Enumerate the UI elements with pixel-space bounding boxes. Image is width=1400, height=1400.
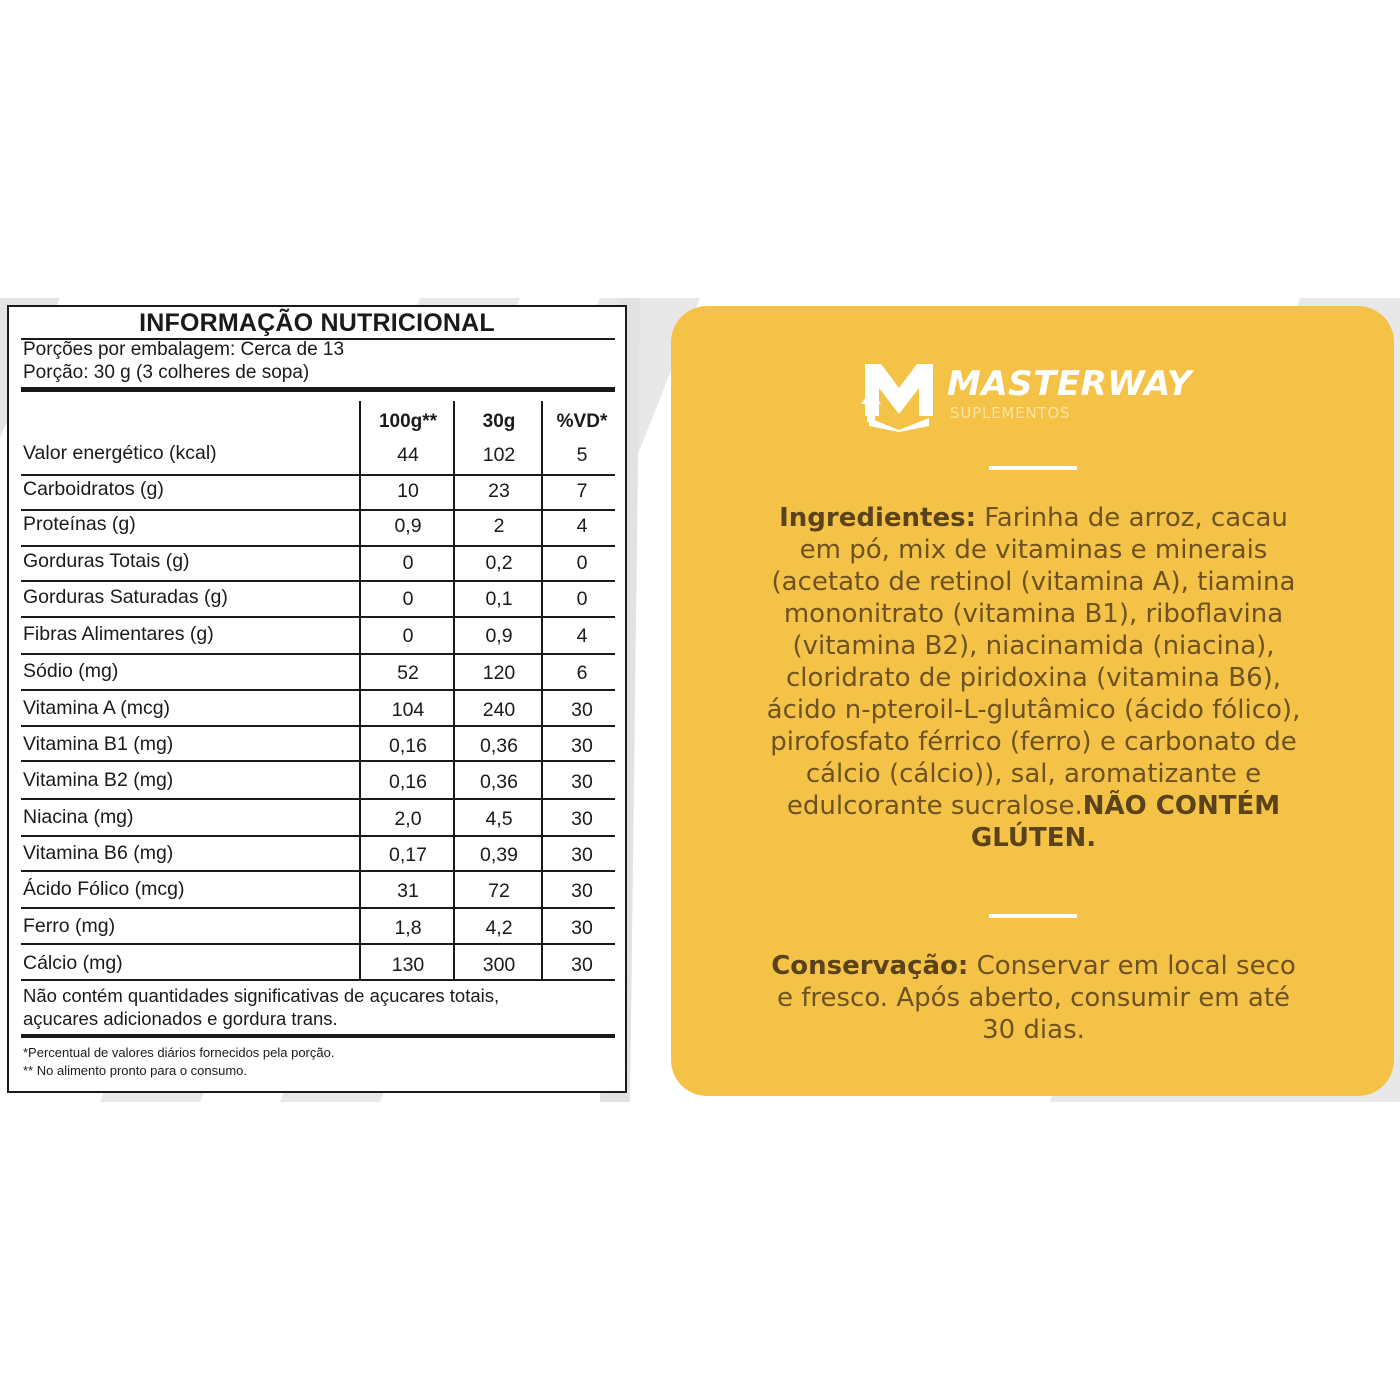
value-vd: 30 <box>571 954 593 976</box>
value-100g: 31 <box>397 880 419 902</box>
footnote-ready: ** No alimento pronto para o consumo. <box>23 1063 248 1078</box>
value-30g: 0,39 <box>480 844 518 866</box>
value-vd: 0 <box>576 552 588 574</box>
nutrient-label: Gorduras Totais (g) <box>23 550 190 572</box>
value-vd: 30 <box>571 699 593 721</box>
gluten-warning: NÃO CONTÉM GLÚTEN. <box>970 791 1281 853</box>
brand-logo <box>859 360 1219 440</box>
row-divider <box>21 545 615 547</box>
col-header-30g: 30g <box>482 411 516 432</box>
storage-label: Conservação: <box>771 951 969 981</box>
value-100g: 0 <box>402 625 414 647</box>
value-30g: 2 <box>493 515 505 537</box>
nutrient-label: Vitamina A (mcg) <box>23 697 171 719</box>
brand-name: MASTERWAY <box>947 364 1193 404</box>
row-divider <box>21 580 615 582</box>
divider <box>21 979 615 981</box>
row-divider <box>21 616 615 618</box>
nutrient-label: Ferro (mg) <box>23 915 116 937</box>
nutrient-label: Vitamina B6 (mg) <box>23 842 174 864</box>
nutrient-label: Niacina (mg) <box>23 806 134 828</box>
nutrient-label: Carboidratos (g) <box>23 478 164 500</box>
value-30g: 0,9 <box>485 625 513 647</box>
value-30g: 0,36 <box>480 735 518 757</box>
nutrition-facts-table <box>7 305 627 1093</box>
value-100g: 0,16 <box>389 771 427 793</box>
separator <box>989 466 1077 470</box>
footer-line-2: açucares adicionados e gordura trans. <box>23 1008 338 1029</box>
value-vd: 30 <box>571 844 593 866</box>
footnote-vd: *Percentual de valores diários fornecidos pela porção. <box>23 1045 335 1060</box>
thick-divider <box>21 1034 615 1038</box>
value-100g: 0,17 <box>389 844 427 866</box>
nutrient-label: Vitamina B1 (mg) <box>23 733 174 755</box>
row-divider <box>21 689 615 691</box>
value-30g: 300 <box>482 954 516 976</box>
separator <box>989 914 1077 918</box>
value-30g: 0,1 <box>485 588 513 610</box>
nutrient-label: Cálcio (mg) <box>23 952 123 974</box>
value-vd: 30 <box>571 808 593 830</box>
value-vd: 6 <box>576 662 588 684</box>
value-30g: 102 <box>482 444 516 466</box>
nutrient-label: Proteínas (g) <box>23 513 136 535</box>
nutrient-label: Sódio (mg) <box>23 660 119 682</box>
value-30g: 4,2 <box>485 917 513 939</box>
storage-body: Conservar em local seco e fresco. Após aberto, consumir em até 30 dias. <box>776 951 1296 1045</box>
nutrient-label: Vitamina B2 (mg) <box>23 769 174 791</box>
serving-size: Porção: 30 g (3 colheres de sopa) <box>23 362 310 383</box>
row-divider <box>21 653 615 655</box>
value-30g: 120 <box>482 662 516 684</box>
value-100g: 0 <box>402 552 414 574</box>
value-vd: 30 <box>571 735 593 757</box>
footer-line-1: Não contém quantidades significativas de açucares totais, <box>23 985 500 1006</box>
nutrient-label: Valor energético (kcal) <box>23 442 217 464</box>
value-30g: 240 <box>482 699 516 721</box>
value-vd: 5 <box>576 444 588 466</box>
value-30g: 4,5 <box>485 808 513 830</box>
nutrient-label: Fibras Alimentares (g) <box>23 623 214 645</box>
row-divider <box>21 798 615 800</box>
value-100g: 130 <box>391 954 425 976</box>
value-vd: 0 <box>576 588 588 610</box>
mw-logo-icon <box>859 360 939 432</box>
servings-per-package: Porções por embalagem: Cerca de 13 <box>23 339 345 360</box>
thick-divider <box>21 387 615 392</box>
ingredients-body: Farinha de arroz, cacau em pó, mix de vitaminas e minerais (acetato de retinol (vitamina A), tiamina mononitrato (vitamina B1), riboflavina (vitamina B2), niacinamida (niacina), cloridrato de piridoxina (vitamina B6), ácido n-pteroil-L-glutâmico (ácido fólico), pirofosfato férrico (ferro) e carbonato de cálcio (cálcio)), sal, aromatizante e edulcorante sucralose. <box>766 503 1301 821</box>
value-100g: 0,9 <box>394 515 422 537</box>
storage-text <box>761 950 1306 1046</box>
value-30g: 0,2 <box>485 552 513 574</box>
nutrient-label: Gorduras Saturadas (g) <box>23 586 228 608</box>
value-vd: 30 <box>571 880 593 902</box>
value-100g: 10 <box>397 480 419 502</box>
nutrition-title: INFORMAÇÃO NUTRICIONAL <box>139 309 495 337</box>
value-100g: 0,16 <box>389 735 427 757</box>
row-divider <box>21 870 615 872</box>
value-vd: 30 <box>571 917 593 939</box>
product-info-card <box>671 306 1394 1096</box>
row-divider <box>21 835 615 837</box>
col-header-100g: 100g** <box>378 411 438 432</box>
row-divider <box>21 760 615 762</box>
value-vd: 4 <box>576 625 588 647</box>
value-100g: 44 <box>397 444 419 466</box>
value-30g: 0,36 <box>480 771 518 793</box>
row-divider <box>21 509 615 511</box>
value-100g: 1,8 <box>394 917 422 939</box>
value-100g: 2,0 <box>394 808 422 830</box>
value-100g: 52 <box>397 662 419 684</box>
value-vd: 7 <box>576 480 588 502</box>
ingredients-label: Ingredientes: <box>779 503 976 533</box>
value-30g: 72 <box>488 880 510 902</box>
row-divider <box>21 943 615 945</box>
row-divider <box>21 474 615 476</box>
nutrient-label: Ácido Fólico (mcg) <box>23 878 185 900</box>
value-100g: 104 <box>391 699 425 721</box>
col-header-vd: %VD* <box>556 411 608 432</box>
value-100g: 0 <box>402 588 414 610</box>
row-divider <box>21 725 615 727</box>
row-divider <box>21 907 615 909</box>
value-30g: 23 <box>488 480 510 502</box>
value-vd: 4 <box>576 515 588 537</box>
brand-subtitle: SUPLEMENTOS <box>950 404 1071 422</box>
value-vd: 30 <box>571 771 593 793</box>
ingredients-text <box>761 502 1306 854</box>
